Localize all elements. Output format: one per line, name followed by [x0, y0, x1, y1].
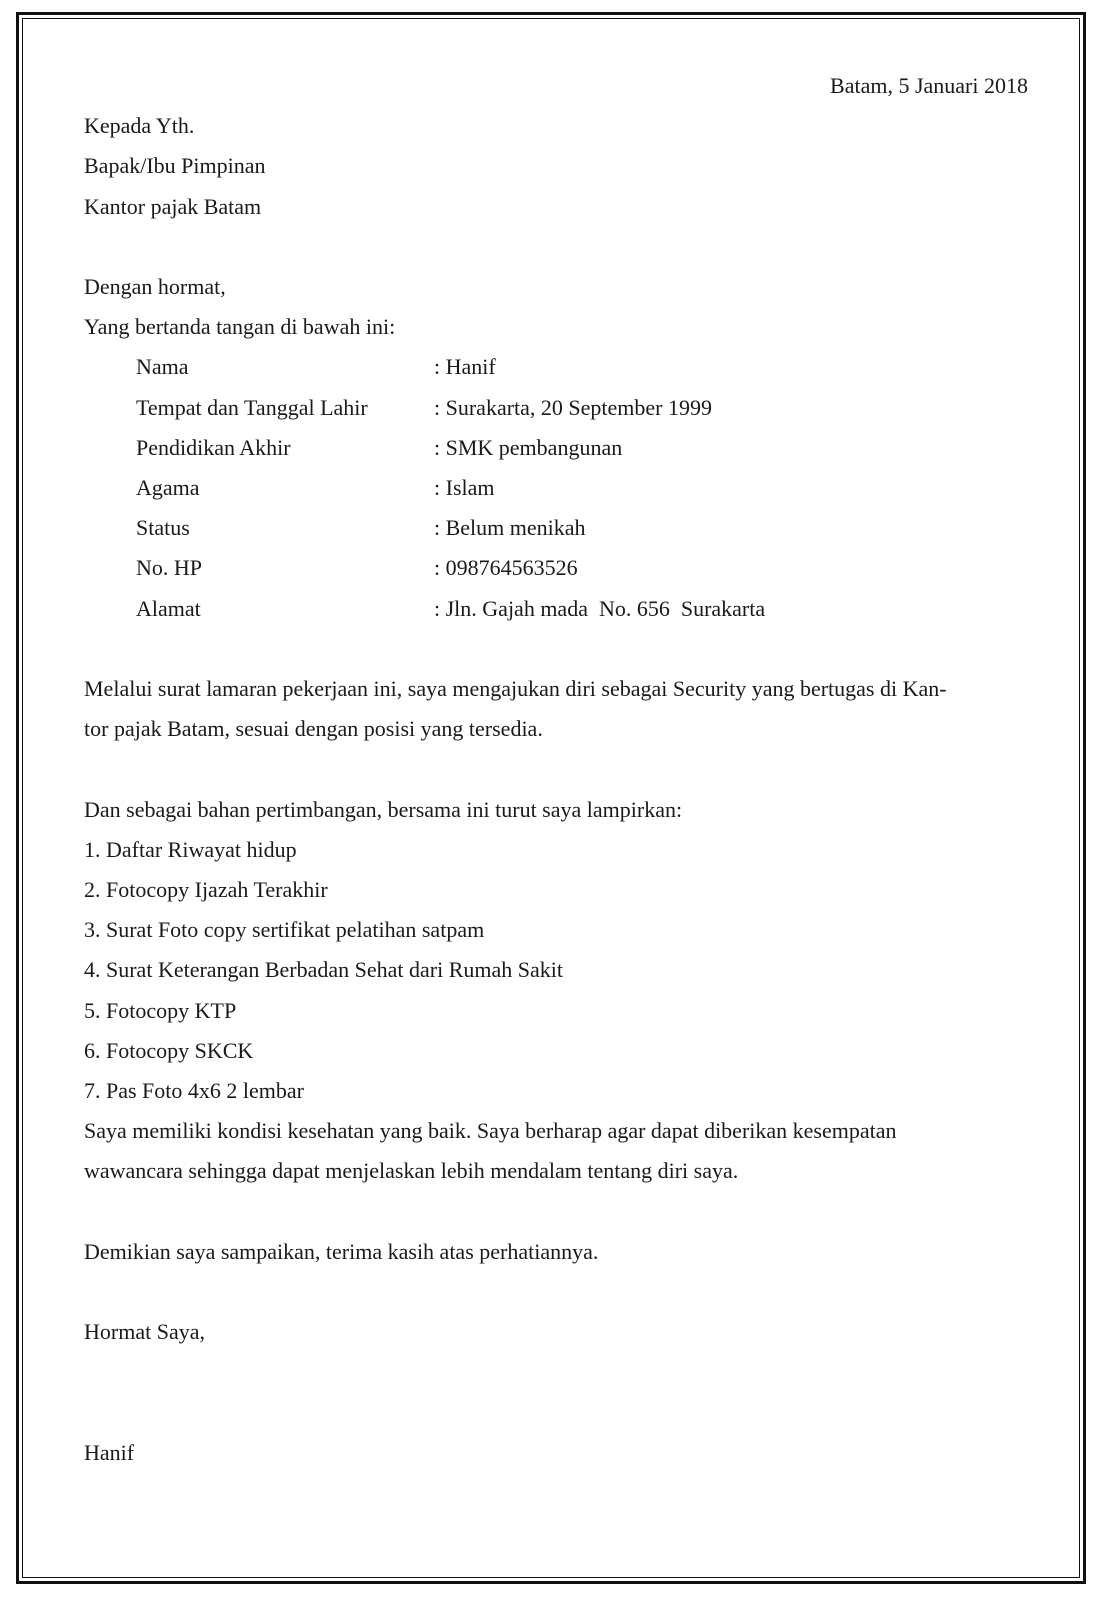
spacer [84, 1393, 1028, 1433]
spacer [84, 1352, 1028, 1392]
body-paragraph-1-line-1: Melalui surat lamaran pekerjaan ini, saya mengajukan diri sebagai Security yang bertugas di Kan- [84, 676, 947, 702]
salutation: Dengan hormat, [84, 274, 226, 299]
identity-label: No. HP [136, 555, 203, 581]
identity-row [136, 508, 1028, 548]
identity-row [136, 388, 1028, 428]
identity-label: Tempat dan Tanggal Lahir [136, 394, 368, 420]
recipient-line-3: Kantor pajak Batam [84, 193, 262, 219]
identity-label: Pendidikan Akhir [136, 434, 291, 460]
identity-value: : Surakarta, 20 September 1999 [434, 394, 712, 420]
spacer [84, 749, 1028, 789]
identity-label: Nama [136, 354, 189, 380]
identity-label: Status [136, 515, 190, 541]
identity-row [136, 548, 1028, 588]
body-paragraph-1-line-2: tor pajak Batam, sesuai dengan posisi yang tersedia. [84, 716, 543, 742]
closing-paragraph-line-1: Saya memiliki kondisi kesehatan yang baik. Saya berharap agar dapat diberikan kesempatan [84, 1118, 897, 1144]
recipient-line-2: Bapak/Ibu Pimpinan [84, 153, 266, 179]
attachment-item: 6. Fotocopy SKCK [84, 1037, 254, 1063]
attachment-item: 3. Surat Foto copy sertifikat pelatihan satpam [84, 917, 485, 943]
identity-list [84, 347, 1028, 628]
spacer [84, 227, 1028, 267]
closing-paragraph-line-2: wawancara sehingga dapat menjelaskan lebih mendalam tentang diri saya. [84, 1158, 739, 1184]
identity-value: : Islam [434, 475, 495, 501]
spacer [84, 1272, 1028, 1312]
recipient-line-1: Kepada Yth. [84, 113, 195, 139]
identity-value: : SMK pembangunan [434, 434, 623, 460]
spacer [84, 629, 1028, 669]
identity-row [136, 428, 1028, 468]
attachment-item: 1. Daftar Riwayat hidup [84, 836, 297, 862]
identity-label: Alamat [136, 595, 201, 621]
attachment-item: 4. Surat Keterangan Berbadan Sehat dari Rumah Sakit [84, 957, 563, 983]
attachments-intro: Dan sebagai bahan pertimbangan, bersama ini turut saya lampirkan: [84, 796, 683, 822]
identity-value: : 098764563526 [434, 555, 578, 581]
identity-value: : Belum menikah [434, 515, 586, 541]
regards: Hormat Saya, [84, 1319, 205, 1345]
intro: Yang bertanda tangan di bawah ini: [84, 314, 396, 340]
identity-row [136, 589, 1028, 629]
signature-name: Hanif [84, 1439, 135, 1465]
attachment-item: 7. Pas Foto 4x6 2 lembar [84, 1078, 304, 1104]
place-date: Batam, 5 Januari 2018 [830, 73, 1028, 98]
attachment-item: 2. Fotocopy Ijazah Terakhir [84, 877, 328, 903]
identity-value: : Hanif [434, 354, 496, 380]
identity-row [136, 347, 1028, 387]
letter-body [84, 66, 1028, 1473]
identity-label: Agama [136, 475, 200, 501]
identity-row [136, 468, 1028, 508]
identity-value: : Jln. Gajah mada No. 656 Surakarta [434, 595, 766, 621]
closing-statement: Demikian saya sampaikan, terima kasih atas perhatiannya. [84, 1238, 599, 1264]
attachment-item: 5. Fotocopy KTP [84, 997, 237, 1023]
spacer [84, 1192, 1028, 1232]
